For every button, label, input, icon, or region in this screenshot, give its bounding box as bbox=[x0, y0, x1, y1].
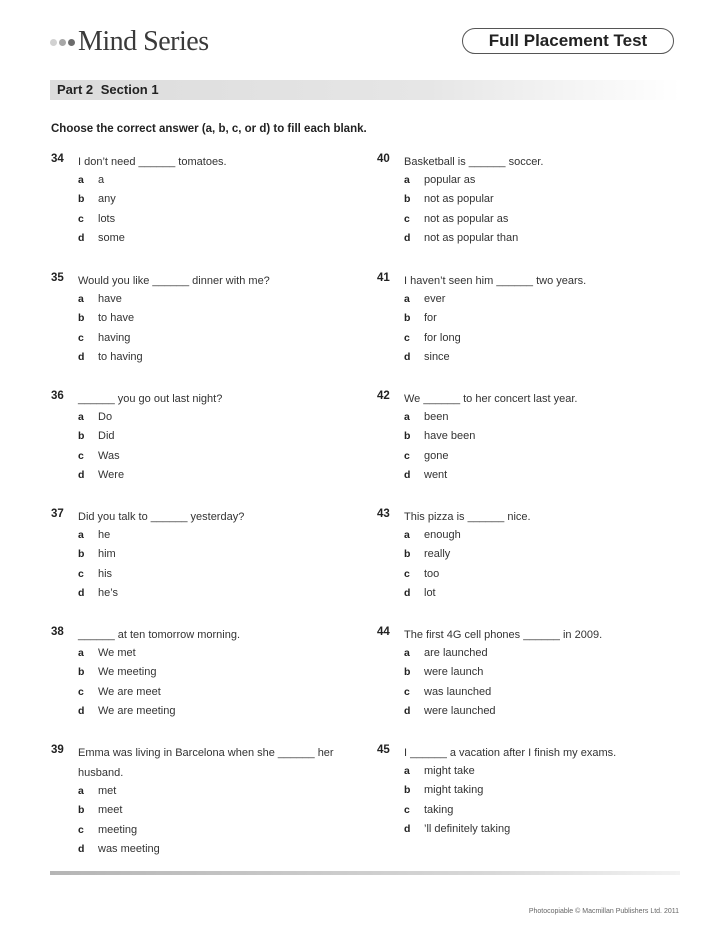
option-letter: d bbox=[78, 586, 85, 599]
option-text: to having bbox=[98, 350, 143, 363]
question-number: 40 bbox=[377, 153, 390, 165]
option-letter: d bbox=[78, 468, 85, 481]
question-number: 38 bbox=[51, 626, 64, 638]
option-text: might take bbox=[424, 765, 475, 777]
series-name: Mind Series bbox=[78, 26, 209, 57]
option-text: since bbox=[424, 350, 450, 363]
question-number: 34 bbox=[51, 153, 64, 165]
option-text: have bbox=[98, 293, 122, 305]
option-letter: d bbox=[78, 350, 85, 363]
option-text: meeting bbox=[98, 823, 138, 836]
option-letter: b bbox=[404, 548, 411, 561]
option-letter: c bbox=[78, 567, 84, 580]
option-text: are launched bbox=[424, 647, 488, 659]
option-letter: b bbox=[78, 312, 85, 325]
question-text: Would you like ______ dinner with me? bbox=[78, 275, 270, 287]
option-text: Was bbox=[98, 449, 120, 462]
option-text: went bbox=[424, 468, 448, 481]
option-text: he’s bbox=[98, 586, 118, 599]
question-text: This pizza is ______ nice. bbox=[404, 511, 531, 523]
option-letter: c bbox=[404, 685, 410, 698]
option-letter: a bbox=[78, 293, 84, 305]
question-text: We ______ to her concert last year. bbox=[404, 393, 578, 405]
option-text: not as popular than bbox=[424, 231, 519, 244]
option-letter: a bbox=[404, 529, 410, 541]
option-text: to have bbox=[98, 312, 135, 325]
section-label bbox=[57, 82, 159, 97]
copyright-notice: Photocopiable © Macmillan Publishers Ltd. 2011 bbox=[528, 908, 679, 915]
question-text: The first 4G cell phones ______ in 2009. bbox=[404, 629, 603, 641]
option-letter: a bbox=[78, 785, 84, 797]
option-letter: c bbox=[78, 823, 84, 836]
logo-dot-icon bbox=[50, 39, 57, 46]
option-text: ’ll definitely taking bbox=[424, 822, 511, 835]
option-text: Do bbox=[98, 411, 113, 423]
option-text: gone bbox=[424, 449, 449, 462]
option-text: ever bbox=[424, 293, 446, 305]
question-number: 43 bbox=[377, 508, 390, 520]
question-number: 35 bbox=[51, 272, 64, 284]
option-text: We met bbox=[98, 647, 136, 659]
question-number: 45 bbox=[377, 744, 390, 756]
option-letter: a bbox=[404, 293, 410, 305]
option-text: We meeting bbox=[98, 666, 157, 679]
option-text: some bbox=[98, 231, 125, 244]
option-text: having bbox=[98, 331, 131, 344]
option-text: not as popular bbox=[424, 193, 494, 206]
option-text: have been bbox=[424, 430, 476, 443]
option-text: Were bbox=[98, 468, 125, 481]
option-letter: d bbox=[404, 704, 411, 717]
option-letter: c bbox=[78, 685, 84, 698]
option-letter: a bbox=[78, 174, 84, 186]
option-letter: b bbox=[78, 430, 85, 443]
option-text: was meeting bbox=[98, 842, 160, 855]
option-letter: a bbox=[78, 411, 84, 423]
question-number: 37 bbox=[51, 508, 64, 520]
question-number: 39 bbox=[51, 744, 64, 756]
option-letter: c bbox=[404, 803, 410, 816]
option-letter: a bbox=[404, 765, 410, 777]
option-text: for bbox=[424, 312, 437, 325]
instructions: Choose the correct answer (a, b, c, or d) to fill each blank. bbox=[51, 123, 367, 135]
option-text: popular as bbox=[424, 174, 476, 186]
option-text: was launched bbox=[424, 685, 492, 698]
logo-dot-icon bbox=[59, 39, 66, 46]
option-letter: b bbox=[404, 193, 411, 206]
option-text: for long bbox=[424, 331, 461, 344]
question-text: I haven’t seen him ______ two years. bbox=[404, 275, 587, 287]
option-letter: a bbox=[404, 647, 410, 659]
option-text: might taking bbox=[424, 784, 484, 797]
option-letter: d bbox=[78, 231, 85, 244]
option-letter: d bbox=[78, 704, 85, 717]
option-text: any bbox=[98, 193, 116, 206]
option-letter: b bbox=[78, 804, 85, 817]
option-text: not as popular as bbox=[424, 212, 509, 225]
option-letter: c bbox=[78, 331, 84, 344]
question-text: Emma was living in Barcelona when she ______ her husband. bbox=[78, 747, 334, 779]
option-text: a bbox=[98, 174, 105, 186]
option-text: lots bbox=[98, 212, 116, 225]
question-number: 36 bbox=[51, 390, 64, 402]
option-text: Did bbox=[98, 430, 115, 443]
option-letter: b bbox=[78, 193, 85, 206]
question-number: 42 bbox=[377, 390, 390, 402]
option-letter: b bbox=[404, 312, 411, 325]
option-letter: b bbox=[78, 666, 85, 679]
test-title-badge: Full Placement Test bbox=[462, 28, 674, 54]
logo-dot-icon bbox=[68, 39, 75, 46]
option-letter: d bbox=[78, 842, 85, 855]
option-letter: b bbox=[404, 666, 411, 679]
option-letter: d bbox=[404, 586, 411, 599]
question-number: 41 bbox=[377, 272, 390, 284]
option-letter: c bbox=[404, 567, 410, 580]
question-number: 44 bbox=[377, 626, 390, 638]
option-letter: d bbox=[404, 350, 411, 363]
question-text: I ______ a vacation after I finish my exams. bbox=[404, 747, 617, 759]
option-text: been bbox=[424, 411, 449, 423]
option-letter: c bbox=[78, 212, 84, 225]
option-letter: b bbox=[78, 548, 85, 561]
footer-divider bbox=[50, 871, 680, 875]
section-header-bar bbox=[50, 80, 680, 100]
option-text: We are meet bbox=[98, 685, 161, 698]
option-letter: a bbox=[404, 174, 410, 186]
question-text: Did you talk to ______ yesterday? bbox=[78, 511, 245, 523]
option-letter: c bbox=[404, 212, 410, 225]
option-text: meet bbox=[98, 804, 123, 817]
option-text: too bbox=[424, 567, 440, 580]
part-label: Part 2 bbox=[57, 82, 94, 97]
option-letter: b bbox=[404, 430, 411, 443]
option-text: he bbox=[98, 529, 111, 541]
option-letter: c bbox=[404, 331, 410, 344]
option-text: We are meeting bbox=[98, 704, 176, 717]
option-letter: b bbox=[404, 784, 411, 797]
option-text: taking bbox=[424, 803, 454, 816]
option-letter: a bbox=[78, 647, 84, 659]
series-logo bbox=[50, 26, 209, 58]
question-text: Basketball is ______ soccer. bbox=[404, 156, 544, 168]
option-text: met bbox=[98, 785, 117, 797]
question-text: ______ you go out last night? bbox=[78, 393, 223, 405]
option-text: his bbox=[98, 567, 113, 580]
option-letter: d bbox=[404, 822, 411, 835]
option-letter: d bbox=[404, 468, 411, 481]
option-text: him bbox=[98, 548, 116, 561]
option-text: lot bbox=[424, 586, 436, 599]
section-number-label: Section 1 bbox=[100, 82, 159, 97]
option-letter: a bbox=[404, 411, 410, 423]
option-text: really bbox=[424, 548, 451, 561]
option-letter: d bbox=[404, 231, 411, 244]
option-text: were launched bbox=[424, 704, 496, 717]
option-text: were launch bbox=[424, 666, 484, 679]
option-letter: c bbox=[404, 449, 410, 462]
option-letter: c bbox=[78, 449, 84, 462]
question-text: I don’t need ______ tomatoes. bbox=[78, 156, 227, 168]
option-letter: a bbox=[78, 529, 84, 541]
question-text: ______ at ten tomorrow morning. bbox=[78, 629, 241, 641]
option-text: enough bbox=[424, 529, 461, 541]
